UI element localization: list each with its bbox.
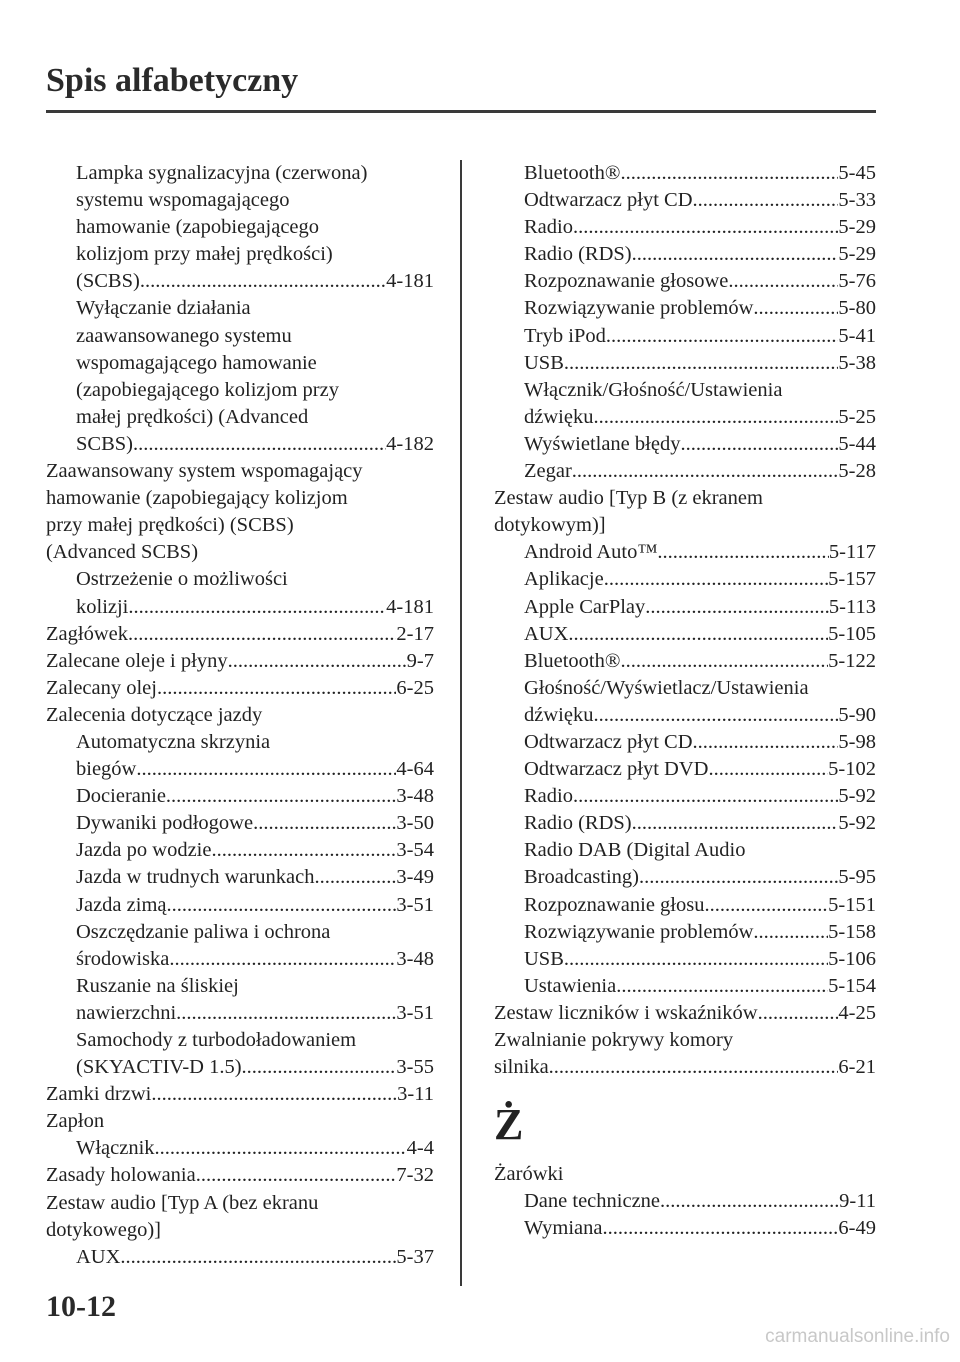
- index-entry: [46, 648, 434, 675]
- dot-leader: [693, 729, 839, 756]
- dot-leader: [639, 864, 838, 891]
- index-entry: [46, 268, 434, 295]
- dot-leader: [693, 187, 839, 214]
- index-entry-text: biegów: [76, 758, 137, 781]
- index-entry-page: 5-33: [838, 189, 876, 212]
- index-entry-text: Zalecane oleje i płyny: [46, 649, 228, 672]
- index-entry-text: Radio: [524, 785, 573, 808]
- index-entry-text: Wyświetlane błędy: [524, 432, 681, 455]
- index-entry-text: Żarówki: [494, 1163, 564, 1186]
- index-entry-text: Radio DAB (Digital Audio: [524, 839, 746, 862]
- index-entry: [494, 810, 876, 837]
- index-entry: [494, 1000, 876, 1027]
- index-entry-page: 5-76: [838, 270, 876, 293]
- index-entry: [46, 783, 434, 810]
- index-entry-page: 5-157: [828, 568, 876, 591]
- index-entry: [494, 566, 876, 593]
- index-entry-text: Automatyczna skrzynia: [76, 730, 271, 753]
- dot-leader: [728, 268, 838, 295]
- index-entry-text: Odtwarzacz płyt CD: [524, 730, 693, 753]
- dot-leader: [157, 675, 396, 702]
- index-entry-text: Zestaw liczników i wskaźników: [494, 1001, 758, 1024]
- index-entry-text: Aplikacje: [524, 568, 604, 591]
- index-entry: [494, 268, 876, 295]
- index-entry-text: AUX: [76, 1245, 121, 1268]
- index-entry-page: 6-21: [838, 1056, 876, 1079]
- dot-leader: [315, 864, 397, 891]
- index-entry-text: hamowanie (zapobiegający kolizjom: [46, 487, 348, 510]
- dot-leader: [128, 621, 396, 648]
- index-entry: [46, 1244, 434, 1271]
- index-entry-text: nawierzchni: [76, 1001, 177, 1024]
- index-entry: [494, 702, 876, 729]
- dot-leader: [604, 566, 828, 593]
- index-entry: [494, 973, 876, 1000]
- dot-leader: [753, 919, 828, 946]
- index-entry-text: Samochody z turbodoładowaniem: [76, 1029, 357, 1051]
- index-entry: [494, 946, 876, 973]
- index-entry: [494, 783, 876, 810]
- index-entry-page: 5-45: [838, 162, 876, 184]
- dot-leader: [680, 431, 838, 458]
- index-entry-text: hamowanie (zapobiegającego: [76, 216, 320, 239]
- index-entry: [494, 295, 876, 322]
- index-entry-page: 5-106: [828, 947, 876, 970]
- index-entry: [494, 1054, 876, 1081]
- index-entry: [494, 1027, 876, 1054]
- index-entry-page: 5-29: [838, 216, 876, 239]
- index-entry-page: 5-37: [396, 1245, 434, 1268]
- index-entry: [46, 214, 434, 241]
- index-entry-text: Zwalnianie pokrywy komory: [494, 1029, 734, 1051]
- dot-leader: [228, 648, 407, 675]
- index-column-right: [494, 160, 876, 1242]
- index-entry-page: 3-54: [396, 839, 434, 862]
- index-entry-text: (SKYACTIV-D 1.5): [76, 1056, 242, 1079]
- index-entry: [46, 1217, 434, 1244]
- index-entry: [494, 919, 876, 946]
- index-entry-text: dźwięku: [524, 405, 594, 428]
- index-entry: [46, 350, 434, 377]
- index-entry-text: Bluetooth®: [524, 649, 621, 672]
- index-entry-text: Android Auto™: [524, 541, 658, 564]
- index-entry-text: Rozpoznawanie głosowe: [524, 270, 729, 293]
- index-entry: [494, 160, 876, 187]
- index-entry-page: 5-154: [828, 974, 876, 997]
- dot-leader: [573, 214, 838, 241]
- index-entry-page: 5-92: [838, 785, 876, 808]
- index-entry: [494, 187, 876, 214]
- index-entry: [46, 946, 434, 973]
- dot-leader: [645, 594, 829, 621]
- index-entry-page: 5-117: [828, 541, 876, 564]
- index-entry: [494, 458, 876, 485]
- index-entry-text: Odtwarzacz płyt CD: [524, 189, 693, 212]
- index-entry-text: Zamki drzwi: [46, 1083, 152, 1106]
- index-entry: [46, 973, 434, 1000]
- dot-leader: [211, 837, 396, 864]
- index-column-left: [46, 160, 434, 1271]
- index-entry-text: Zalecany olej: [46, 676, 157, 699]
- index-entry-text: Włącznik/Głośność/Ustawienia: [524, 378, 783, 401]
- index-entry-text: Zagłówek: [46, 622, 128, 645]
- index-entry-text: Dywaniki podłogowe: [76, 812, 254, 835]
- dot-leader: [136, 756, 396, 783]
- index-entry: [494, 512, 876, 539]
- index-entry-page: 4-64: [396, 758, 434, 781]
- index-entry: [494, 1161, 876, 1188]
- index-entry-page: 2-17: [396, 622, 434, 645]
- index-entry: [494, 1188, 876, 1215]
- dot-leader: [564, 350, 839, 377]
- index-entry: [46, 864, 434, 891]
- dot-leader: [620, 648, 828, 675]
- index-entry-page: 5-122: [828, 649, 876, 672]
- index-entry-page: 3-51: [396, 1001, 434, 1024]
- index-entry: [46, 1108, 434, 1135]
- index-entry-page: 7-32: [396, 1164, 434, 1187]
- index-entry: [494, 621, 876, 648]
- index-entry-text: AUX: [524, 622, 569, 645]
- index-entry: [46, 1135, 434, 1162]
- index-entry: [46, 295, 434, 322]
- index-entry: [46, 1027, 434, 1054]
- index-entry-text: Włącznik: [76, 1137, 155, 1160]
- index-entry-page: 5-151: [828, 893, 876, 916]
- dot-leader: [169, 946, 396, 973]
- dot-leader: [242, 1054, 397, 1081]
- index-entry-page: 5-80: [838, 297, 876, 320]
- dot-leader: [704, 892, 828, 919]
- dot-leader: [568, 621, 828, 648]
- dot-leader: [155, 1135, 407, 1162]
- index-entry-text: Zaawansowany system wspomagający: [46, 460, 363, 483]
- index-entry-text: SCBS): [76, 432, 133, 455]
- index-entry-page: 5-44: [838, 432, 876, 455]
- dot-leader: [753, 295, 838, 322]
- dot-leader: [758, 1000, 839, 1027]
- index-entry-text: Zestaw audio [Typ A (bez ekranu: [46, 1191, 319, 1214]
- index-entry-text: Bluetooth®: [524, 162, 621, 184]
- index-entry-text: Rozwiązywanie problemów: [524, 920, 754, 943]
- index-entry-text: Apple CarPlay: [524, 595, 646, 618]
- index-entry-text: USB: [524, 351, 564, 374]
- index-entry: [494, 404, 876, 431]
- index-entry-page: 6-49: [838, 1217, 876, 1240]
- index-entry: [46, 377, 434, 404]
- dot-leader: [708, 756, 828, 783]
- index-entry-page: 4-181: [386, 595, 434, 618]
- index-entry-page: 4-4: [406, 1137, 434, 1160]
- index-entry-text: Broadcasting): [524, 866, 639, 889]
- index-entry-text: Tryb iPod: [524, 324, 606, 347]
- index-entry-page: 5-92: [838, 812, 876, 835]
- dot-leader: [253, 810, 396, 837]
- index-entry-text: Odtwarzacz płyt DVD: [524, 758, 709, 781]
- index-entry: [46, 458, 434, 485]
- index-entry: [494, 594, 876, 621]
- index-entry-page: 6-25: [396, 676, 434, 699]
- dot-leader: [616, 973, 828, 1000]
- index-entry: [494, 729, 876, 756]
- index-entry-page: 3-11: [397, 1083, 434, 1106]
- dot-leader: [660, 1188, 839, 1215]
- index-entry-text: dotykowego)]: [46, 1218, 162, 1241]
- dot-leader: [166, 783, 397, 810]
- index-entry: [46, 404, 434, 431]
- index-entry: [46, 1190, 434, 1217]
- index-entry: [494, 675, 876, 702]
- index-entry-text: Lampka sygnalizacyjna (czerwona): [76, 162, 368, 184]
- index-entry-page: 4-182: [386, 432, 434, 455]
- dot-leader: [593, 404, 838, 431]
- index-entry: [46, 160, 434, 187]
- index-entry-page: 3-49: [396, 866, 434, 889]
- dot-leader: [620, 160, 838, 187]
- index-entry: [494, 648, 876, 675]
- index-entry-page: 3-51: [396, 893, 434, 916]
- index-entry-page: 9-11: [839, 1190, 876, 1213]
- index-entry-text: systemu wspomagającego: [76, 189, 290, 212]
- index-entry-text: Oszczędzanie paliwa i ochrona: [76, 920, 331, 943]
- dot-leader: [167, 892, 397, 919]
- index-entry: [46, 1054, 434, 1081]
- dot-leader: [140, 268, 386, 295]
- index-entry-text: Jazda zimą: [76, 893, 167, 916]
- index-entry: [494, 1215, 876, 1242]
- index-entry-page: 5-29: [838, 243, 876, 266]
- index-entry-text: małej prędkości) (Advanced: [76, 405, 309, 428]
- index-entry: [494, 323, 876, 350]
- index-entry: [46, 702, 434, 729]
- index-entry: [46, 675, 434, 702]
- index-entry-page: 5-95: [838, 866, 876, 889]
- index-entry-text: Zapłon: [46, 1110, 105, 1133]
- index-entry-text: Docieranie: [76, 785, 166, 808]
- index-entry: [46, 892, 434, 919]
- column-divider: [460, 160, 462, 1286]
- dot-leader: [632, 241, 839, 268]
- index-entry: [46, 594, 434, 621]
- index-entry: [494, 350, 876, 377]
- index-entry: [46, 539, 434, 566]
- index-entry: [494, 214, 876, 241]
- index-entry-text: Rozpoznawanie głosu: [524, 893, 705, 916]
- watermark: carmanualsonline.info: [765, 1326, 950, 1347]
- index-entry-text: Radio: [524, 216, 573, 239]
- index-entry-text: Rozwiązywanie problemów: [524, 297, 754, 320]
- index-entry-page: 4-25: [838, 1001, 876, 1024]
- index-entry-page: 5-41: [838, 324, 876, 347]
- index-entry-text: kolizjom przy małej prędkości): [76, 243, 333, 266]
- index-entry-page: 3-48: [396, 947, 434, 970]
- index-entry-text: dotykowym)]: [494, 514, 606, 537]
- dot-leader: [128, 594, 386, 621]
- index-entry: [46, 241, 434, 268]
- index-entry-text: środowiska: [76, 947, 170, 970]
- page-number: 10-12: [46, 1290, 116, 1323]
- index-entry: [46, 729, 434, 756]
- dot-leader: [602, 1215, 838, 1242]
- index-entry: [46, 485, 434, 512]
- index-entry-page: 5-90: [838, 703, 876, 726]
- index-entry-text: (zapobiegającego kolizjom przy: [76, 378, 339, 401]
- index-entry: [46, 837, 434, 864]
- index-entry-page: 4-181: [386, 270, 434, 293]
- index-entry-page: 5-25: [838, 405, 876, 428]
- index-entry-page: 5-158: [828, 920, 876, 943]
- index-entry: [46, 566, 434, 593]
- index-entry-text: Radio (RDS): [524, 243, 632, 266]
- dot-leader: [657, 539, 829, 566]
- index-entry: [494, 892, 876, 919]
- dot-leader: [564, 946, 828, 973]
- dot-leader: [573, 783, 838, 810]
- index-entry: [46, 1162, 434, 1189]
- index-entry: [494, 485, 876, 512]
- index-entry: [494, 539, 876, 566]
- header-rule: [46, 110, 876, 113]
- index-entry: [46, 810, 434, 837]
- section-letter: Ż: [494, 1100, 524, 1150]
- index-entry: [494, 431, 876, 458]
- index-entry-page: 3-50: [396, 812, 434, 835]
- index-entry-text: Wyłączanie działania: [76, 297, 251, 320]
- index-entry-page: 3-48: [396, 785, 434, 808]
- dot-leader: [133, 431, 386, 458]
- index-entry-text: przy małej prędkości) (SCBS): [46, 514, 294, 537]
- index-entry: [46, 1000, 434, 1027]
- index-entry-text: (Advanced SCBS): [46, 541, 199, 564]
- index-entry-page: 5-38: [838, 351, 876, 374]
- index-entry-page: 5-113: [828, 595, 876, 618]
- dot-leader: [176, 1000, 396, 1027]
- index-entry-text: silnika: [494, 1056, 549, 1079]
- dot-leader: [196, 1162, 397, 1189]
- index-entry-page: 5-105: [828, 622, 876, 645]
- dot-leader: [632, 810, 839, 837]
- dot-leader: [151, 1081, 397, 1108]
- index-entry-page: 5-98: [838, 730, 876, 753]
- index-entry-text: Zasady holowania: [46, 1164, 196, 1187]
- index-entry-text: Jazda po wodzie: [76, 839, 212, 862]
- index-entry-text: Dane techniczne: [524, 1190, 661, 1213]
- index-entry-page: 5-102: [828, 758, 876, 781]
- index-entry: [46, 431, 434, 458]
- index-entry-page: 3-55: [396, 1056, 434, 1079]
- index-entry: [46, 1081, 434, 1108]
- dot-leader: [120, 1244, 396, 1271]
- index-entry-text: kolizji: [76, 595, 129, 618]
- index-entry: [494, 756, 876, 783]
- index-entry: [494, 864, 876, 891]
- index-entry-text: Ostrzeżenie o możliwości: [76, 568, 288, 591]
- index-entry-page: 9-7: [406, 649, 434, 672]
- index-entry-text: Ruszanie na śliskiej: [76, 974, 239, 997]
- index-entry-text: Ustawienia: [524, 974, 617, 997]
- index-entry-text: zaawansowanego systemu: [76, 324, 292, 347]
- dot-leader: [549, 1054, 839, 1081]
- dot-leader: [606, 323, 839, 350]
- index-entry-text: wspomagającego hamowanie: [76, 351, 317, 374]
- index-entry: [494, 377, 876, 404]
- index-entry-text: (SCBS): [76, 270, 140, 293]
- index-entry-text: Jazda w trudnych warunkach: [76, 866, 315, 889]
- dot-leader: [593, 702, 838, 729]
- index-entry-text: Zalecenia dotyczące jazdy: [46, 703, 263, 726]
- index-entry-text: Radio (RDS): [524, 812, 632, 835]
- index-entry: [46, 187, 434, 214]
- index-entry: [46, 621, 434, 648]
- index-entry-text: Wymiana: [524, 1217, 603, 1240]
- index-entry: [46, 756, 434, 783]
- index-entry: [46, 323, 434, 350]
- index-entry-text: dźwięku: [524, 703, 594, 726]
- index-entry: [46, 919, 434, 946]
- index-entry-page: 5-28: [838, 460, 876, 483]
- index-entry-text: Głośność/Wyświetlacz/Ustawienia: [524, 676, 809, 699]
- index-entry-text: USB: [524, 947, 564, 970]
- index-entry-text: Zegar: [524, 460, 572, 483]
- index-entry: [494, 241, 876, 268]
- page-header-title: Spis alfabetyczny: [46, 62, 299, 99]
- index-entry-text: Zestaw audio [Typ B (z ekranem: [494, 487, 763, 510]
- dot-leader: [572, 458, 839, 485]
- index-entry: [494, 837, 876, 864]
- index-entry: [46, 512, 434, 539]
